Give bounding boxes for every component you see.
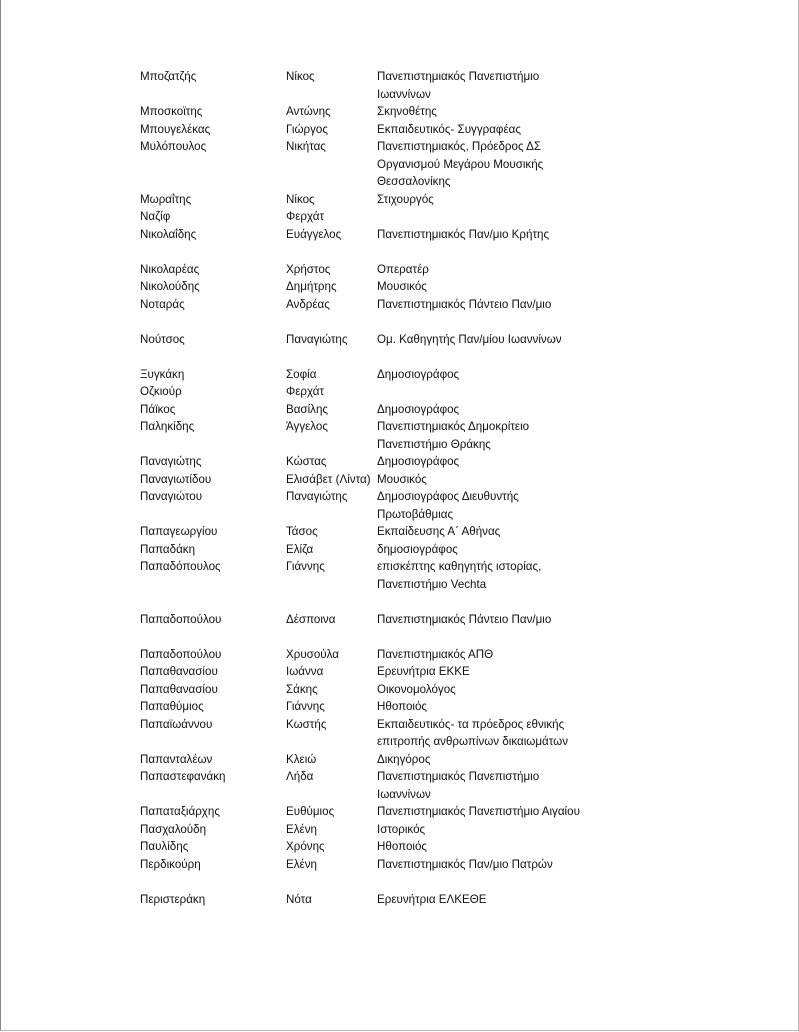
name-cell: Κλειώ xyxy=(286,752,317,766)
surname-cell: Παπαδάκη xyxy=(140,542,196,556)
table-row xyxy=(0,208,799,226)
name-cell: Χρήστος xyxy=(286,262,331,276)
description-cell: δημοσιογράφος xyxy=(377,542,458,556)
name-cell: Παναγιώτης xyxy=(286,332,348,346)
table-row xyxy=(0,138,799,191)
surname-cell: Περδικούρη xyxy=(140,857,201,871)
surname-cell: Παπαδοπούλου xyxy=(140,647,222,661)
table-row xyxy=(0,366,799,384)
table-row xyxy=(0,803,799,821)
name-cell: Ελισάβετ (Λίντα) xyxy=(286,472,371,486)
surname-cell: Παπαθανασίου xyxy=(140,665,218,678)
surname-cell: Μυλόπουλος xyxy=(140,140,207,153)
table-row xyxy=(0,453,799,471)
surname-cell: Παπαγεωργίου xyxy=(140,525,218,538)
name-cell: Γιάννης xyxy=(286,560,325,573)
table-row xyxy=(0,383,799,401)
surname-cell: Μωραΐτης xyxy=(140,192,192,206)
table-row xyxy=(0,103,799,121)
table-row xyxy=(0,891,799,909)
description-cell: Πανεπιστημιακός Δημοκρίτειο Πανεπιστήμιο Θράκης xyxy=(377,420,530,451)
description-cell: Οικονομολόγος xyxy=(377,682,456,696)
surname-cell: Μπουγελέκας xyxy=(140,122,211,136)
surname-cell: Παπαταξιάρχης xyxy=(140,805,220,818)
surname-cell: Νοταράς xyxy=(140,297,185,311)
description-cell: Μουσικός xyxy=(377,472,427,486)
description-cell: Δικηγόρος xyxy=(377,752,431,766)
surname-cell: Παπαδόπουλος xyxy=(140,560,221,573)
name-cell: Νίκος xyxy=(286,70,315,83)
description-cell xyxy=(377,383,587,401)
name-cell: Χρυσούλα xyxy=(286,647,339,661)
description-cell: Ηθοποιός xyxy=(377,840,427,853)
surname-cell: Νικολαρέας xyxy=(140,262,200,276)
name-cell: Δημήτρης xyxy=(286,280,337,293)
name-cell: Χρόνης xyxy=(286,840,325,853)
description-cell: Ερευνήτρια ΕΚΚΕ xyxy=(377,665,470,678)
surname-cell: Μποσκοϊτης xyxy=(140,105,203,118)
name-cell: Γιώργος xyxy=(286,122,328,136)
description-cell: Ηθοποιός xyxy=(377,700,427,713)
table-row xyxy=(0,121,799,139)
description-cell: Οπερατέρ xyxy=(377,262,429,276)
name-cell: Αντώνης xyxy=(286,105,331,118)
surname-cell: Ναζίφ xyxy=(140,210,171,223)
table-row xyxy=(0,296,799,314)
name-cell: Γιάννης xyxy=(286,700,325,713)
name-cell: Ιωάννα xyxy=(286,665,324,678)
description-cell: Πανεπιστημιακός ΑΠΘ xyxy=(377,647,494,661)
surname-cell: Παπαστεφανάκη xyxy=(140,770,226,783)
document-page xyxy=(0,68,799,908)
description-cell: Σκηνοθέτης xyxy=(377,105,437,118)
surname-cell: Παπαϊωάννου xyxy=(140,717,213,731)
table-row xyxy=(0,768,799,803)
table-row xyxy=(0,471,799,489)
surname-cell: Νικολαΐδης xyxy=(140,227,197,241)
name-cell: Ευθύμιος xyxy=(286,805,335,818)
surname-cell: Περιστεράκη xyxy=(140,892,206,906)
description-cell: Ερευνήτρια ΕΛΚΕΘΕ xyxy=(377,892,487,906)
surname-cell: Ξυγκάκη xyxy=(140,367,185,381)
table-row xyxy=(0,856,799,874)
table-row xyxy=(0,716,799,751)
description-cell xyxy=(377,208,587,226)
surname-cell: Οζκιούρ xyxy=(140,385,182,398)
surname-cell: Παυλίδης xyxy=(140,840,189,853)
table-row xyxy=(0,191,799,209)
table-row xyxy=(0,663,799,681)
surname-cell: Παπαδοπούλου xyxy=(140,612,222,626)
name-cell: Τάσος xyxy=(286,525,318,538)
table-row xyxy=(0,558,799,593)
name-cell: Παναγιώτης xyxy=(286,490,348,503)
description-cell: Πανεπιστημιακός Πανεπιστήμιο Αιγαίου xyxy=(377,805,580,818)
name-cell: Νικήτας xyxy=(286,140,326,153)
surname-cell: Παναγιώτου xyxy=(140,490,203,503)
surname-cell: Παναγιώτης xyxy=(140,455,202,468)
name-cell: Ελένη xyxy=(286,822,317,836)
description-cell: Δημοσιογράφος Διευθυντής Πρωτοβάθμιας xyxy=(377,490,519,521)
name-cell: Ευάγγελος xyxy=(286,227,342,241)
description-cell: Δημοσιογράφος xyxy=(377,402,460,416)
description-cell: Στιχουργός xyxy=(377,192,434,206)
name-cell: Νότα xyxy=(286,892,312,906)
description-cell: Πανεπιστημιακός Παν/μιο Κρήτης xyxy=(377,227,550,241)
table-row xyxy=(0,261,799,279)
name-cell: Φερχάτ xyxy=(286,210,325,223)
description-cell: Πανεπιστημιακός Παν/μιο Πατρών xyxy=(377,857,553,871)
surname-cell: Παληκίδης xyxy=(140,420,195,433)
table-row xyxy=(0,331,799,349)
name-cell: Ελίζα xyxy=(286,542,314,556)
table-row xyxy=(0,226,799,244)
table-row xyxy=(0,68,799,103)
name-cell: Φερχάτ xyxy=(286,385,325,398)
description-cell: Μουσικός xyxy=(377,280,427,293)
name-cell: Άγγελος xyxy=(286,420,328,433)
table-row xyxy=(0,523,799,541)
description-cell: Ομ. Καθηγητής Παν/μίου Ιωαννίνων xyxy=(377,332,562,346)
table-row xyxy=(0,488,799,523)
name-cell: Νίκος xyxy=(286,192,315,206)
surname-cell: Πάϊκος xyxy=(140,402,176,416)
name-cell: Κωστής xyxy=(286,717,327,731)
table-row xyxy=(0,278,799,296)
description-cell: Εκπαιδευτικός- Συγγραφέας xyxy=(377,122,521,136)
name-cell: Σοφία xyxy=(286,367,317,381)
name-cell: Σάκης xyxy=(286,682,318,696)
description-cell: Πανεπιστημιακός, Πρόεδρος ΔΣ Οργανισμού Μεγάρου Μουσικής Θεσσαλονίκης xyxy=(377,140,544,188)
table-row xyxy=(0,646,799,664)
description-cell: επισκέπτης καθηγητής ιστορίας, Πανεπιστήμιο Vechta xyxy=(377,560,542,591)
surname-cell: Παναγιωτίδου xyxy=(140,472,212,486)
description-cell: Πανεπιστημιακός Πανεπιστήμιο Ιωαννίνων xyxy=(377,70,540,101)
table-row xyxy=(0,611,799,629)
description-cell: Εκπαιδευτικός- τα πρόεδρος εθνικής επιτροπής ανθρωπίνων δικαιωμάτων xyxy=(377,717,568,748)
surname-cell: Πασχαλούδη xyxy=(140,822,207,836)
table-row xyxy=(0,401,799,419)
table-row xyxy=(0,541,799,559)
name-cell: Ελένη xyxy=(286,857,317,871)
description-cell: Εκπαίδευσης Α΄ Αθήνας xyxy=(377,525,501,538)
name-cell: Ανδρέας xyxy=(286,297,330,311)
name-cell: Λήδα xyxy=(286,770,314,783)
surname-cell: Νούτσος xyxy=(140,332,185,346)
table-row xyxy=(0,821,799,839)
description-cell: Πανεπιστημιακός Πάντειο Παν/μιο xyxy=(377,612,552,626)
table-row xyxy=(0,698,799,716)
surname-cell: Παπαθανασίου xyxy=(140,682,218,696)
name-cell: Βασίλης xyxy=(286,402,328,416)
surname-cell: Μποζατζής xyxy=(140,70,197,83)
description-cell: Δημοσιογράφος xyxy=(377,367,460,381)
description-cell: Ιστορικός xyxy=(377,822,426,836)
surname-cell: Νικολούδης xyxy=(140,280,200,293)
table-row xyxy=(0,838,799,856)
surname-cell: Παπανταλέων xyxy=(140,752,213,766)
description-cell: Δημοσιογράφος xyxy=(377,455,460,468)
table-row xyxy=(0,681,799,699)
description-cell: Πανεπιστημιακός Πανεπιστήμιο Ιωαννίνων xyxy=(377,770,540,801)
name-cell: Δέσποινα xyxy=(286,612,336,626)
surname-cell: Παπαθύμιος xyxy=(140,700,204,713)
description-cell: Πανεπιστημιακός Πάντειο Παν/μιο xyxy=(377,297,552,311)
table-row xyxy=(0,418,799,453)
name-cell: Κώστας xyxy=(286,455,327,468)
table-row xyxy=(0,751,799,769)
